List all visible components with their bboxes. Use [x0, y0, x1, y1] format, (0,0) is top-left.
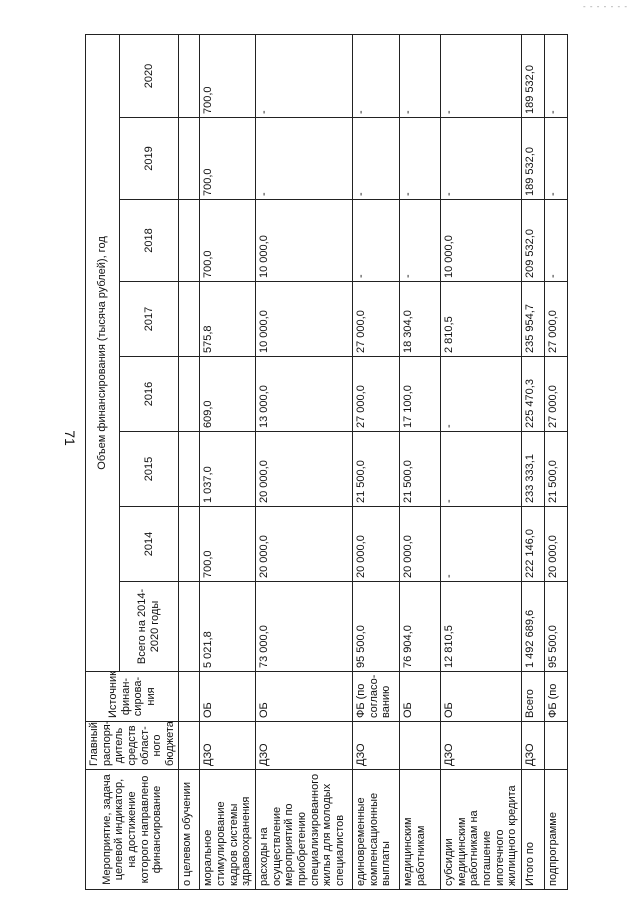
table-row — [400, 34, 441, 889]
value-cell: - — [400, 200, 441, 282]
manager-cell: ДЗО — [200, 722, 256, 770]
value-cell: - — [353, 200, 400, 282]
value-cell: 27 000,0 — [544, 282, 567, 357]
header-manager: Главный распоря-дитель средств област-ного бюджета — [86, 722, 179, 770]
value-cell: - — [400, 118, 441, 200]
value-cell: 21 500,0 — [400, 432, 441, 507]
activity-cell: медицинским работникам — [400, 770, 441, 890]
activity-cell: субсидии медицинским работникам на погашение ипотечного жилищного кредита — [441, 770, 522, 890]
value-cell: 20 000,0 — [400, 507, 441, 582]
value-cell: - — [353, 118, 400, 200]
value-cell: 1 037,0 — [200, 432, 256, 507]
value-cell: 13 000,0 — [256, 357, 353, 432]
value-cell: 225 470,3 — [521, 357, 544, 432]
total-cell: 5 021,8 — [200, 582, 256, 672]
total-cell: 95 500,0 — [544, 582, 567, 672]
manager-cell: ДЗО — [353, 722, 400, 770]
header-activity: Мероприятие, задача целевой индикатор, на достижение которого направлено финансирование — [86, 770, 179, 890]
value-cell: 575,8 — [200, 282, 256, 357]
manager-cell: ДЗО — [441, 722, 522, 770]
subheading-cell: о целевом обучении — [179, 770, 200, 890]
source-cell: ОБ — [256, 672, 353, 722]
source-cell: ОБ — [441, 672, 522, 722]
header-total-years: Всего на 2014-2020 годы — [119, 582, 179, 672]
activity-cell: единовременные компенсационные выплаты — [353, 770, 400, 890]
value-cell: 27 000,0 — [353, 357, 400, 432]
value-cell: - — [441, 507, 522, 582]
value-cell: 18 304,0 — [400, 282, 441, 357]
total-cell: 1 492 689,6 — [521, 582, 544, 672]
source-cell: ОБ — [400, 672, 441, 722]
activity-cell: расходы на осуществление мероприятий по приобретению специализированного жилья для молодых специалистов — [256, 770, 353, 890]
value-cell: - — [256, 118, 353, 200]
header-row-1 — [86, 34, 120, 889]
value-cell: - — [256, 34, 353, 117]
table-row — [353, 34, 400, 889]
activity-cell: моральное стимулирование кадров системы здравоохранения — [200, 770, 256, 890]
total-cell: 76 904,0 — [400, 582, 441, 672]
value-cell: 700,0 — [200, 200, 256, 282]
manager-cell: ДЗО — [521, 722, 544, 770]
table-row — [521, 34, 544, 889]
manager-cell — [544, 722, 567, 770]
activity-cell: Итого по — [521, 770, 544, 890]
total-cell: 95 500,0 — [353, 582, 400, 672]
value-cell: 209 532,0 — [521, 200, 544, 282]
value-cell: 235 954,7 — [521, 282, 544, 357]
header-year: 2017 — [119, 282, 179, 357]
source-cell: ОБ — [200, 672, 256, 722]
value-cell: 700,0 — [200, 507, 256, 582]
table-row — [544, 34, 567, 889]
value-cell: - — [441, 34, 522, 117]
value-cell: 189 532,0 — [521, 34, 544, 117]
value-cell: - — [441, 432, 522, 507]
source-cell: Всего — [521, 672, 544, 722]
manager-cell — [400, 722, 441, 770]
header-source: Источник финан-сирова-ния — [86, 672, 179, 722]
value-cell: - — [544, 118, 567, 200]
value-cell: - — [400, 34, 441, 117]
source-cell: ФБ (по согласо-ванию — [353, 672, 400, 722]
value-cell: - — [353, 34, 400, 117]
rotated-table-container — [85, 35, 559, 890]
value-cell: - — [544, 200, 567, 282]
value-cell: 700,0 — [200, 118, 256, 200]
header-year: 2020 — [119, 34, 179, 117]
table-row — [200, 34, 256, 889]
value-cell: 10 000,0 — [441, 200, 522, 282]
financing-table — [85, 34, 568, 890]
value-cell: 222 146,0 — [521, 507, 544, 582]
header-volume: Объем финансирования (тысяча рублей), год — [86, 34, 120, 671]
header-year: 2018 — [119, 200, 179, 282]
value-cell: 2 810,5 — [441, 282, 522, 357]
value-cell: 20 000,0 — [353, 507, 400, 582]
header-year: 2016 — [119, 357, 179, 432]
value-cell: - — [441, 357, 522, 432]
value-cell: 21 500,0 — [353, 432, 400, 507]
header-year: 2015 — [119, 432, 179, 507]
source-cell: ФБ (по — [544, 672, 567, 722]
activity-cell: подпрограмме — [544, 770, 567, 890]
value-cell: 21 500,0 — [544, 432, 567, 507]
total-cell: 73 000,0 — [256, 582, 353, 672]
value-cell: 10 000,0 — [256, 200, 353, 282]
table-row — [179, 34, 200, 889]
header-year: 2014 — [119, 507, 179, 582]
value-cell: 20 000,0 — [544, 507, 567, 582]
header-year: 2019 — [119, 118, 179, 200]
value-cell: 20 000,0 — [256, 507, 353, 582]
manager-cell: ДЗО — [256, 722, 353, 770]
table-row — [256, 34, 353, 889]
page-number: 71 — [62, 430, 78, 446]
value-cell: 27 000,0 — [353, 282, 400, 357]
value-cell: 17 100,0 — [400, 357, 441, 432]
value-cell: 233 333,1 — [521, 432, 544, 507]
value-cell: 609,0 — [200, 357, 256, 432]
value-cell: 10 000,0 — [256, 282, 353, 357]
value-cell: 189 532,0 — [521, 118, 544, 200]
value-cell: 27 000,0 — [544, 357, 567, 432]
total-cell: 12 810,5 — [441, 582, 522, 672]
value-cell: 20 000,0 — [256, 432, 353, 507]
scan-marks: - - - - - - - — [583, 2, 628, 11]
table-row — [441, 34, 522, 889]
value-cell: - — [544, 34, 567, 117]
value-cell: - — [441, 118, 522, 200]
value-cell: 700,0 — [200, 34, 256, 117]
